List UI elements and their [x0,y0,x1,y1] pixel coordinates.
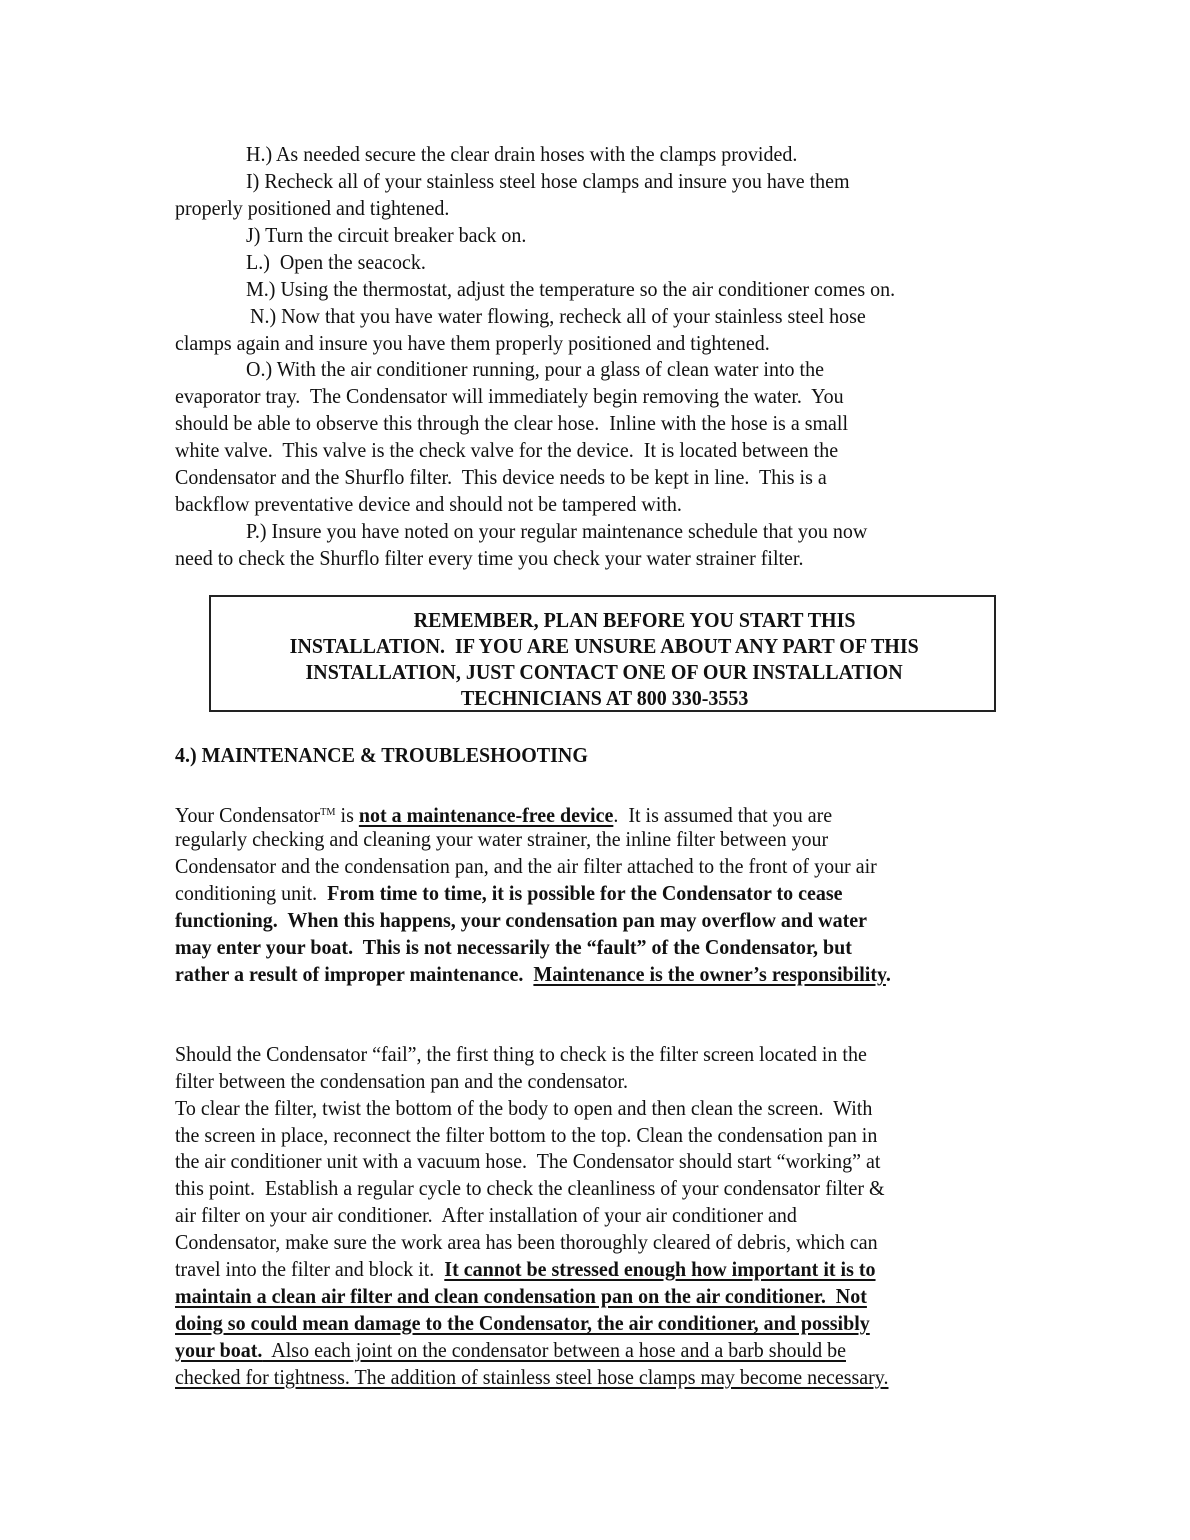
important-warning-line: maintain a clean air filter and clean condensation pan on the air conditioner. Not [175,1284,867,1308]
step-h [246,141,797,167]
para3-line: air filter on your air conditioner. After installation of your air conditioner and [175,1203,797,1227]
notice-line: TECHNICIANS AT 800 330-3553 [460,686,749,710]
installation-notice-box [209,595,996,712]
important-warning-line: doing so could mean damage to the Condensator, the air conditioner, and possibly [175,1311,870,1335]
step-i [246,168,850,194]
para3-line: To clear the filter, twist the bottom of the body to open and then clean the screen. With [175,1096,873,1120]
step-o-continued: evaporator tray. The Condensator will immediately begin removing the water. You [175,384,844,408]
owner-responsibility-emphasis: Maintenance is the owner’s responsibility [533,962,886,986]
step-letter: N.) [250,304,277,328]
para3-line: the screen in place, reconnect the filter bottom to the top. Clean the condensation pan in [175,1123,878,1147]
para1-line: Your Condensator™ is not a maintenance-free device. It is assumed that you are [175,803,833,827]
para3-line: travel into the filter and block it. It cannot be stressed enough how important it is to [175,1257,876,1281]
step-j [246,222,526,248]
step-i-continued: properly positioned and tightened. [175,196,450,220]
para1-line: regularly checking and cleaning your water strainer, the inline filter between your [175,827,829,851]
para2-line: filter between the condensation pan and the condensator. [175,1069,629,1093]
step-text: Open the seacock. [269,250,426,274]
step-letter: O.) [246,357,273,381]
para2-line: Should the Condensator “fail”, the first thing to check is the filter screen located in the [175,1042,867,1066]
notice-line: INSTALLATION. IF YOU ARE UNSURE ABOUT ANY PART OF THIS [289,634,920,658]
trademark-symbol: TM [320,806,336,818]
step-m [246,276,895,302]
para3-line: checked for tightness. The addition of stainless steel hose clamps may become necessary. [175,1365,889,1389]
step-l [246,249,426,275]
step-letter: J) [246,223,261,247]
step-text: Now that you have water flowing, recheck all of your stainless steel hose [276,304,866,328]
step-text: Turn the circuit breaker back on. [260,223,527,247]
para3-line: the air conditioner unit with a vacuum hose. The Condensator should start “working” at [175,1149,881,1173]
step-letter: M.) [246,277,276,301]
step-o-continued: backflow preventative device and should not be tampered with. [175,492,682,516]
para1-line: may enter your boat. This is not necessarily the “fault” of the Condensator, but [175,935,852,959]
para3-line: this point. Establish a regular cycle to check the cleanliness of your condensator filter & [175,1176,885,1200]
step-n-continued: clamps again and insure you have them properly positioned and tightened. [175,331,770,355]
step-letter: L.) [246,250,270,274]
notice-line: INSTALLATION, JUST CONTACT ONE OF OUR INSTALLATION [305,660,904,684]
step-letter: I) [246,169,260,193]
step-o-continued: Condensator and the Shurflo filter. This device needs to be kept in line. This is a [175,465,827,489]
para3-line: your boat. Also each joint on the condensator between a hose and a barb should be [175,1338,846,1362]
step-letter: H.) [246,142,273,166]
emphasis-not-maintenance-free: not a maintenance-free device [358,803,614,827]
para3-line: Condensator, make sure the work area has been thoroughly cleared of debris, which can [175,1230,878,1254]
step-text: Recheck all of your stainless steel hose clamps and insure you have them [259,169,850,193]
step-o-continued: white valve. This valve is the check valve for the device. It is located between the [175,438,839,462]
section-heading: 4.) MAINTENANCE & TROUBLESHOOTING [175,743,588,767]
step-text: Using the thermostat, adjust the temperature so the air conditioner comes on. [275,277,896,301]
notice-line: REMEMBER, PLAN BEFORE YOU START THIS [413,608,856,632]
para1-line: Condensator and the condensation pan, and the air filter attached to the front of your air [175,854,877,878]
para1-line: functioning. When this happens, your condensation pan may overflow and water [175,908,867,932]
step-text: Insure you have noted on your regular maintenance schedule that you now [266,519,868,543]
para1-line: rather a result of improper maintenance. Maintenance is the owner’s responsibility. [175,962,891,986]
step-p [246,518,867,544]
step-letter: P.) [246,519,267,543]
step-o [246,356,824,382]
step-text: As needed secure the clear drain hoses with the clamps provided. [272,142,798,166]
step-o-continued: should be able to observe this through the clear hose. Inline with the hose is a small [175,411,849,435]
step-p-continued: need to check the Shurflo filter every time you check your water strainer filter. [175,546,804,570]
step-text: With the air conditioner running, pour a glass of clean water into the [272,357,824,381]
step-n [250,303,866,329]
important-warning: It cannot be stressed enough how important it is to [444,1257,876,1281]
para1-line: conditioning unit. From time to time, it is possible for the Condensator to cease [175,881,843,905]
